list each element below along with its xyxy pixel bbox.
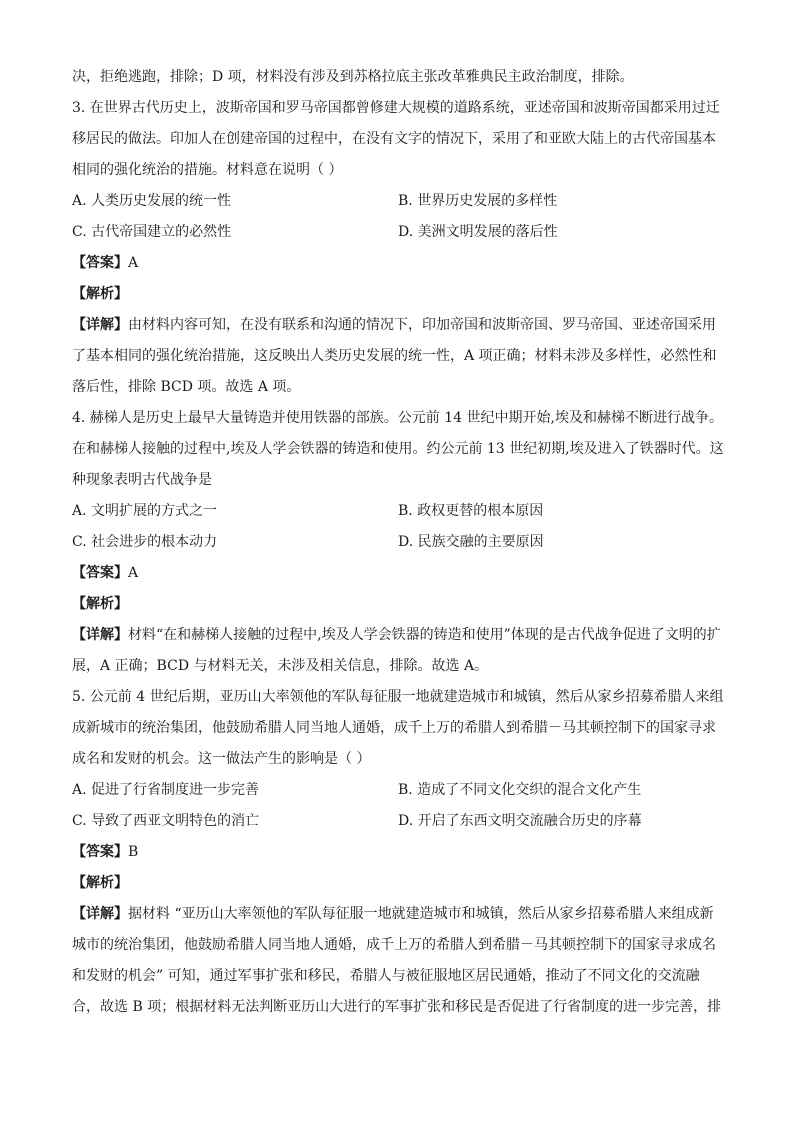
- question-5-options-row-1: [72, 775, 724, 806]
- question-5-stem-line-2: 成新城市的统治集团，他鼓励希腊人同当地人通婚，成千上万的希腊人到希腊－马其顿控制下的国家寻求: [72, 720, 716, 736]
- question-5-detail-line-4: 合，故选 B 项；根据材料无法判断亚历山大进行的军事扩张和移民是否促进了行省制度的进一步完善，排: [72, 999, 722, 1015]
- question-4-stem-line-1: 4. 赫梯人是历史上最早大量铸造并使用铁器的部族。公元前 14 世纪中期开始,埃及和赫梯不断进行战争。: [72, 410, 723, 426]
- question-3-stem-line-1: 3. 在世界古代历史上，波斯帝国和罗马帝国都曾修建大规模的道路系统，亚述帝国和波斯帝国都采用过迁: [72, 100, 720, 116]
- detail-label: 【详解】: [72, 317, 128, 333]
- question-3-stem-line-2: 移居民的做法。印加人在创建帝国的过程中，在没有文字的情况下，采用了和亚欧大陆上的古代帝国基本: [72, 131, 716, 147]
- answer-value: A: [128, 565, 139, 581]
- answer-label: 【答案】: [72, 255, 128, 271]
- question-4: [72, 403, 724, 682]
- question-3-option-d: D. 美洲文明发展的落后性: [398, 224, 558, 240]
- question-5-stem-line-3: 成名和发财的机会。这一做法产生的影响是（ ）: [72, 751, 371, 767]
- answer-label: 【答案】: [72, 565, 128, 581]
- question-5-option-b: B. 造成了不同文化交织的混合文化产生: [398, 782, 642, 798]
- question-3: [72, 93, 724, 403]
- question-3-option-b: B. 世界历史发展的多样性: [398, 193, 558, 209]
- detail-text: 由材料内容可知，在没有联系和沟通的情况下，印加帝国和波斯帝国、罗马帝国、亚述帝国采用: [128, 317, 716, 333]
- question-3-analysis-label: 【解析】: [72, 286, 128, 302]
- question-4-analysis-label: 【解析】: [72, 596, 128, 612]
- question-4-stem-line-3: 种现象表明古代战争是: [72, 472, 212, 488]
- question-3-answer: [72, 248, 724, 279]
- answer-label: 【答案】: [72, 844, 128, 860]
- question-5-detail-line-2: 城市的统治集团，他鼓励希腊人同当地人通婚，成千上万的希腊人到希腊－马其顿控制下的国家寻求成名: [72, 937, 716, 953]
- question-5-detail-line-3: 和发财的机会” 可知，通过军事扩张和移民，希腊人与被征服地区居民通婚，推动了不同文化的交流融: [72, 968, 700, 984]
- question-4-detail-line-1: [72, 620, 724, 651]
- question-3-detail-line-2: 了基本相同的强化统治措施，这反映出人类历史发展的统一性，A 项正确；材料未涉及多样性，必然性和: [72, 348, 717, 364]
- question-4-option-a: A. 文明扩展的方式之一: [72, 503, 218, 519]
- question-3-detail-line-3: 落后性，排除 BCD 项。故选 A 项。: [72, 379, 301, 395]
- detail-text: 据材料 “亚历山大率领他的军队每征服一地就建造城市和城镇，然后从家乡招募希腊人来组成新: [128, 906, 714, 922]
- question-5-options-row-2: [72, 806, 724, 837]
- question-4-options-row-2: [72, 527, 724, 558]
- question-3-option-a: A. 人类历史发展的统一性: [72, 193, 232, 209]
- question-4-stem-line-2: 在和赫梯人接触的过程中,埃及人学会铁器的铸造和使用。约公元前 13 世纪初期,埃及进入了铁器时代。这: [72, 441, 724, 457]
- detail-text: 材料“在和赫梯人接触的过程中,埃及人学会铁器的铸造和使用”体现的是古代战争促进了文明的扩: [128, 627, 721, 643]
- question-4-option-b: B. 政权更替的根本原因: [398, 503, 544, 519]
- document-page: [72, 62, 724, 1023]
- question-5-answer: [72, 837, 724, 868]
- question-5-stem-line-1: 5. 公元前 4 世纪后期，亚历山大率领他的军队每征服一地就建造城市和城镇，然后从家乡招募希腊人来组: [72, 689, 724, 705]
- question-3-stem-line-3: 相同的强化统治的措施。材料意在说明（ ）: [72, 162, 343, 178]
- question-4-answer: [72, 558, 724, 589]
- question-5: [72, 682, 724, 1023]
- question-3-detail-line-1: [72, 310, 724, 341]
- detail-label: 【详解】: [72, 627, 128, 643]
- question-5-detail-line-1: [72, 899, 724, 930]
- question-5-option-a: A. 促进了行省制度进一步完善: [72, 782, 260, 798]
- question-3-option-c: C. 古代帝国建立的必然性: [72, 224, 232, 240]
- question-5-analysis-label: 【解析】: [72, 875, 128, 891]
- intro-line: 决，拒绝逃跑，排除；D 项，材料没有涉及到苏格拉底主张改革雅典民主政治制度，排除。: [72, 69, 634, 85]
- answer-value: B: [128, 844, 139, 860]
- question-4-option-c: C. 社会进步的根本动力: [72, 534, 218, 550]
- question-4-option-d: D. 民族交融的主要原因: [398, 534, 544, 550]
- question-4-options-row-1: [72, 496, 724, 527]
- answer-value: A: [128, 255, 139, 271]
- question-3-options-row-1: [72, 186, 724, 217]
- question-4-detail-line-2: 展，A 正确；BCD 与材料无关，未涉及相关信息，排除。故选 A。: [72, 658, 489, 674]
- question-5-option-d: D. 开启了东西文明交流融合历史的序幕: [398, 813, 642, 829]
- question-3-options-row-2: [72, 217, 724, 248]
- detail-label: 【详解】: [72, 906, 128, 922]
- question-5-option-c: C. 导致了西亚文明特色的消亡: [72, 813, 260, 829]
